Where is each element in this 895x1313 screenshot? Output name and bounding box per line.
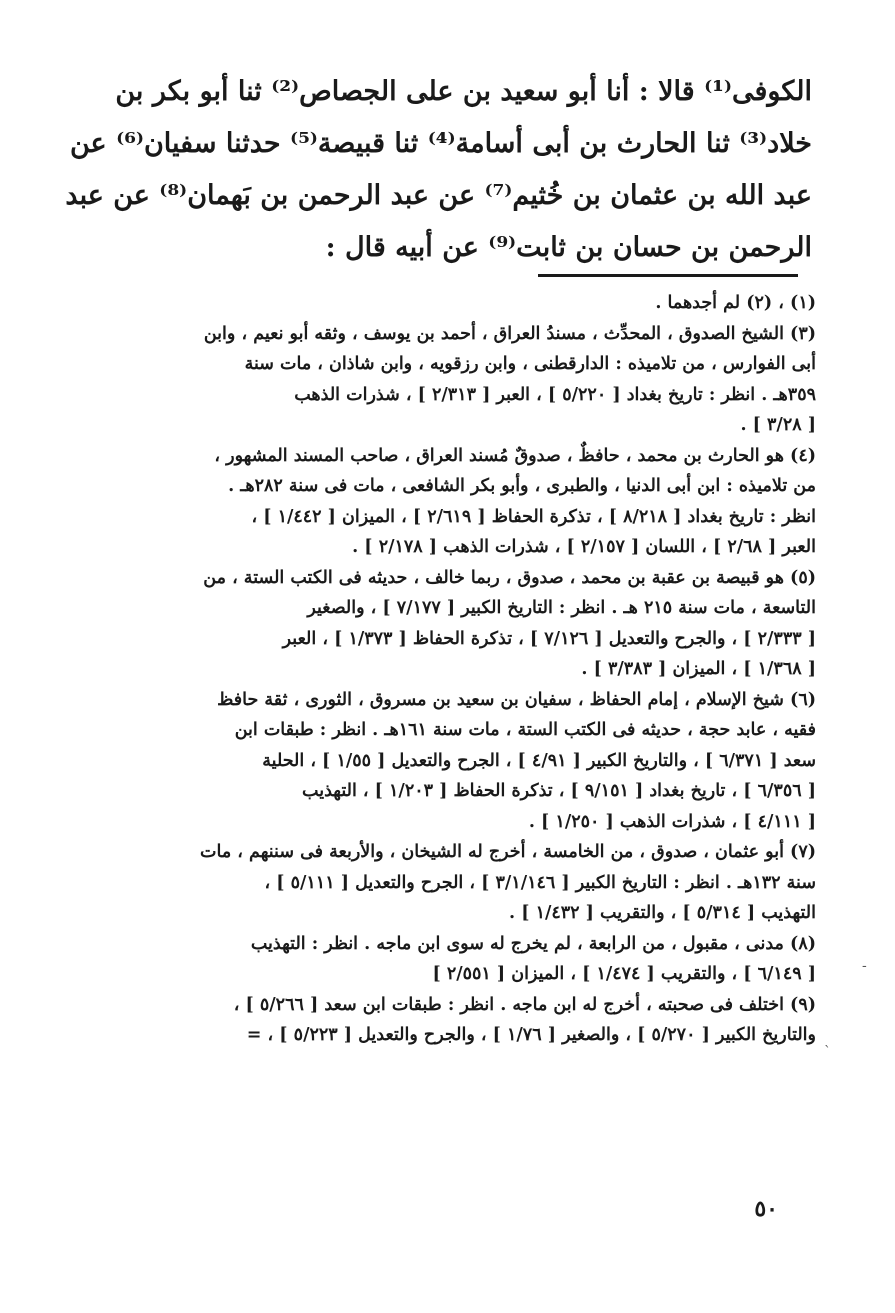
footnote-line: العبر [ ٢/٦٨ ] ، اللسان [ ٢/١٥٧ ] ، شذرات الذهب [ ٢/١٧٨ ] . <box>352 537 816 557</box>
footnote-line: (٥) هو قبيصة بن عقبة بن محمد ، صدوق ، ربما خالف ، حديثه فى الكتب الستة ، من <box>203 567 816 588</box>
footnote-line: التهذيب [ ٥/٣١٤ ] ، والتقريب [ ١/٤٣٢ ] . <box>509 903 816 923</box>
main-text-line: الرحمن بن حسان بن ثابت⁽⁹⁾ عن أبيه قال : <box>325 232 812 263</box>
margin-mark: ˋ <box>824 1044 831 1060</box>
footnote-line: [ ١/٣٦٨ ] ، الميزان [ ٣/٣٨٣ ] . <box>581 659 816 679</box>
footnote-line: سنة ١٣٢هـ . انظر : التاريخ الكبير [ ٣/١/١٤٦ ] ، الجرح والتعديل [ ٥/١١١ ] ، <box>264 872 816 893</box>
margin-mark: - <box>862 958 867 974</box>
footnote-line: (٣) الشيخ الصدوق ، المحدِّث ، مسندُ العراق ، أحمد بن يوسف ، وثقه أبو نعيم ، وابن <box>203 323 816 344</box>
footnote-line: أبى الفوارس ، من تلاميذه : الدارقطنى ، وابن رزقويه ، وابن شاذان ، مات سنة <box>244 354 816 374</box>
footnote-line: [ ٤/١١١ ] ، شذرات الذهب [ ١/٢٥٠ ] . <box>528 811 816 832</box>
footnote-line: من تلاميذه : ابن أبى الدنيا ، والطبرى ، وأبو بكر الشافعى ، مات فى سنة ٢٨٢هـ . <box>228 476 816 496</box>
footnote-separator-rule <box>538 274 798 277</box>
footnote-line: (٩) اختلف فى صحبته ، أخرج له ابن ماجه . انظر : طبقات ابن سعد [ ٥/٢٦٦ ] ، <box>233 994 816 1015</box>
footnote-line: سعد [ ٦/٣٧١ ] ، والتاريخ الكبير [ ٤/٩١ ] ، الجرح والتعديل [ ١/٥٥ ] ، الحلية <box>262 750 816 771</box>
main-text-block <box>65 66 812 274</box>
footnote-line: انظر : تاريخ بغداد [ ٨/٢١٨ ] ، تذكرة الحفاظ [ ٢/٦١٩ ] ، الميزان [ ١/٤٤٢ ] ، <box>251 506 816 527</box>
footnotes-block <box>128 288 816 1051</box>
footnote-line: [ ٦/٣٥٦ ] ، تاريخ بغداد [ ٩/١٥١ ] ، تذكرة الحفاظ [ ١/٢٠٣ ] ، التهذيب <box>302 781 816 801</box>
footnote-line: [ ٢/٣٣٣ ] ، والجرح والتعديل [ ٧/١٢٦ ] ، تذكرة الحفاظ [ ١/٣٧٣ ] ، العبر <box>282 628 816 649</box>
footnote-line: [ ٦/١٤٩ ] ، والتقريب [ ١/٤٧٤ ] ، الميزان [ ٢/٥٥١ ] <box>432 964 816 984</box>
footnote-line: فقيه ، عابد حجة ، حديثه فى الكتب الستة ، مات سنة ١٦١هـ . انظر : طبقات ابن <box>234 720 816 740</box>
footnote-line: التاسعة ، مات سنة ٢١٥ هـ . انظر : التاريخ الكبير [ ٧/١٧٧ ] ، والصغير <box>307 598 816 618</box>
footnote-line: ٣٥٩هـ . انظر : تاريخ بغداد [ ٥/٢٢٠ ] ، العبر [ ٢/٣١٣ ] ، شذرات الذهب <box>294 384 816 405</box>
page-number: ٥٠ <box>754 1196 778 1222</box>
footnote-line: (٤) هو الحارث بن محمد ، حافظٌ ، صدوقٌ مُسند العراق ، صاحب المسند المشهور ، <box>214 445 816 466</box>
footnote-line: (١) ، (٢) لم أجدهما . <box>655 293 816 313</box>
main-text-line: الكوفى⁽¹⁾ قالا : أنا أبو سعيد بن على الجصاص⁽²⁾ ثنا أبو بكر بن <box>115 76 812 107</box>
main-text-line: خلاد⁽³⁾ ثنا الحارث بن أبى أسامة⁽⁴⁾ ثنا قبيصة⁽⁵⁾ حدثنا سفيان⁽⁶⁾ عن <box>70 128 812 159</box>
main-text-line: عبد الله بن عثمان بن خُثيم⁽⁷⁾ عن عبد الرحمن بن بَهمان⁽⁸⁾ عن عبد <box>65 180 812 211</box>
footnote-line: (٦) شيخ الإسلام ، إمام الحفاظ ، سفيان بن سعيد بن مسروق ، الثورى ، ثقة حافظ <box>217 689 816 710</box>
footnote-line: (٧) أبو عثمان ، صدوق ، من الخامسة ، أخرج له الشيخان ، والأربعة فى سننهم ، مات <box>200 842 816 862</box>
footnote-line: (٨) مدنى ، مقبول ، من الرابعة ، لم يخرج له سوى ابن ماجه . انظر : التهذيب <box>250 933 816 954</box>
footnote-line: [ ٣/٢٨ ] . <box>740 415 816 435</box>
footnote-line: والتاريخ الكبير [ ٥/٢٧٠ ] ، والصغير [ ١/٧٦ ] ، والجرح والتعديل [ ٥/٢٢٣ ] ، = <box>246 1025 816 1045</box>
